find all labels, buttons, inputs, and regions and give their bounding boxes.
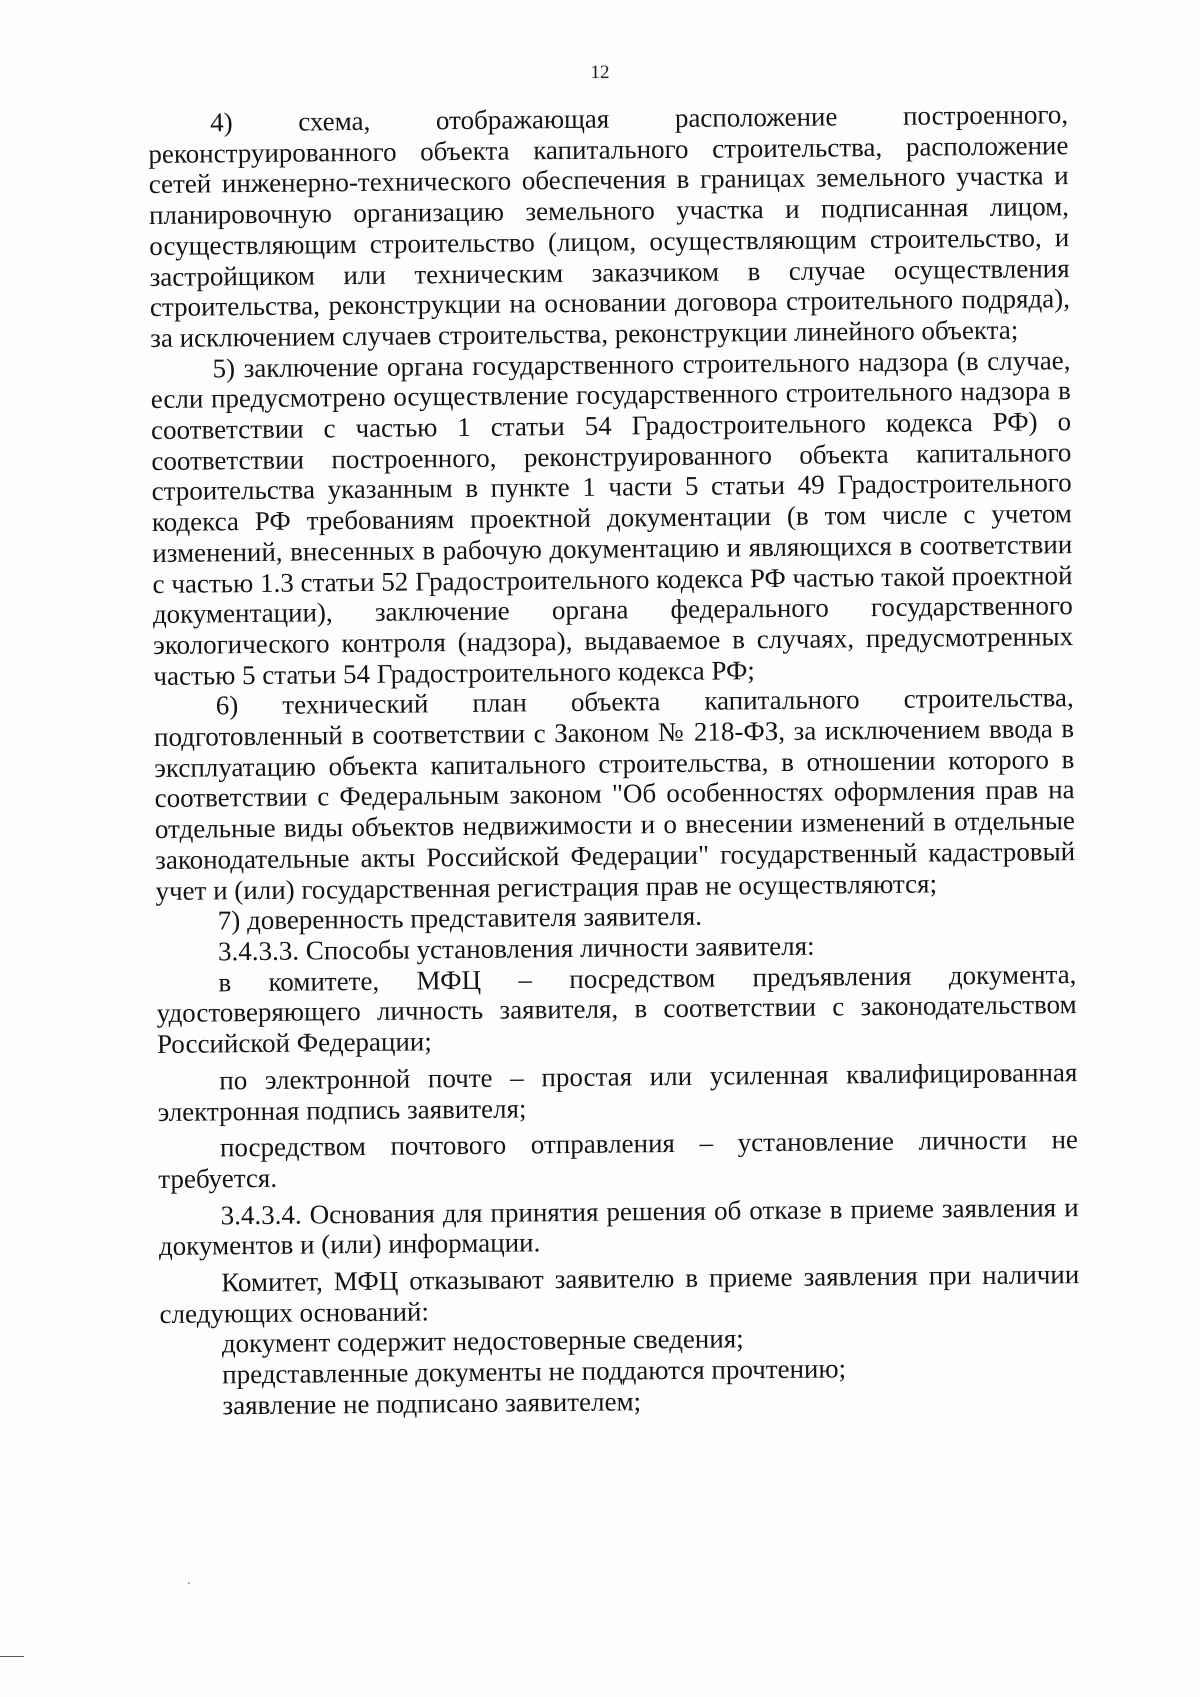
scan-artifact-mark [0,1656,24,1657]
paragraph-section-3-4-3-3: 3.4.3.3. Способы установления личности заявителя: [217,930,815,967]
paragraph-item-5: 5) заключение органа государственного строительного надзора (в случае, если предусмотрено осуществление государственного строительного надзора в соответствии с частью 1 статьи 54 Градостроительного кодекса РФ) о соответствии построенного, реконструированного объекта капитального строительства указанным в пункте 1 части 5 статьи 49 Градостроительного кодекса РФ требованиям проектной документации (в том числе с учетом изменений, внесенных в рабочую документацию и являющихся в соответствии с частью 1.3 статьи 52 Градостроительного кодекса РФ частью такой проектной документации), заключение органа федерального государственного экологического контроля (надзора), выдаваемое в случаях, предусмотренных частью 5 статьи 54 Градостроительного кодекса РФ; [150,344,1074,691]
paragraph-refusal-reason-1: документ содержит недостоверные сведения; [221,1323,744,1359]
paragraph-section-3-4-3-4: 3.4.3.4. Основания для принятия решения об отказе в приеме заявления и документов и (или) информации. [158,1191,1079,1262]
paragraph-item-6: 6) технический план объекта капитального строительства, подготовленный в соответствии с Законом № 218-ФЗ, за исключением ввода в эксплуатацию объекта капитального строительства, в отношении которого в соответствии с Федеральным законом "Об особенностях оформления прав на отдельные виды объектов недвижимости и о внесении изменений в отдельные законодательные акты Российской Федерации" государственный кадастровый учет и (или) государственная регистрация прав не осуществляются; [153,682,1076,906]
paragraph-refusal-intro: Комитет, МФЦ отказывают заявителю в приеме заявления при наличии следующих оснований: [159,1259,1080,1329]
document-body [148,99,1081,1421]
paragraph-item-4: 4) схема, отображающая расположение построенного, реконструированного объекта капитального строительства, расположение сетей инженерно-технического обеспечения в границах земельного участка и планировочную организацию земельного участка и подписанная лицом, осуществляющим строительство (лицом, осуществляющим строительство, и застройщиком или техническим заказчиком в случае осуществления строительства, реконструкции на основании договора строительного подряда), за исключением случаев строительства, реконструкции линейного объекта; [148,99,1071,353]
page-number: 12 [590,62,610,83]
paragraph-refusal-reason-2: представленные документы не поддаются прочтению; [222,1353,847,1390]
paragraph-refusal-reason-3: заявление не подписано заявителем; [222,1386,642,1421]
paragraph-identification-post: посредством почтового отправления – установление личности не требуется. [158,1124,1079,1194]
scan-artifact-dot [188,1582,190,1584]
paragraph-identification-email: по электронной почте – простая или усиленная квалифицированная электронная подпись заявителя; [157,1056,1078,1127]
paragraph-identification-committee: в комитете, МФЦ – посредством предъявления документа, удостоверяющего личность заявителя, в соответствии с законодательством Российской Федерации; [156,958,1077,1060]
paragraph-item-7: 7) доверенность представителя заявителя. [217,901,703,936]
